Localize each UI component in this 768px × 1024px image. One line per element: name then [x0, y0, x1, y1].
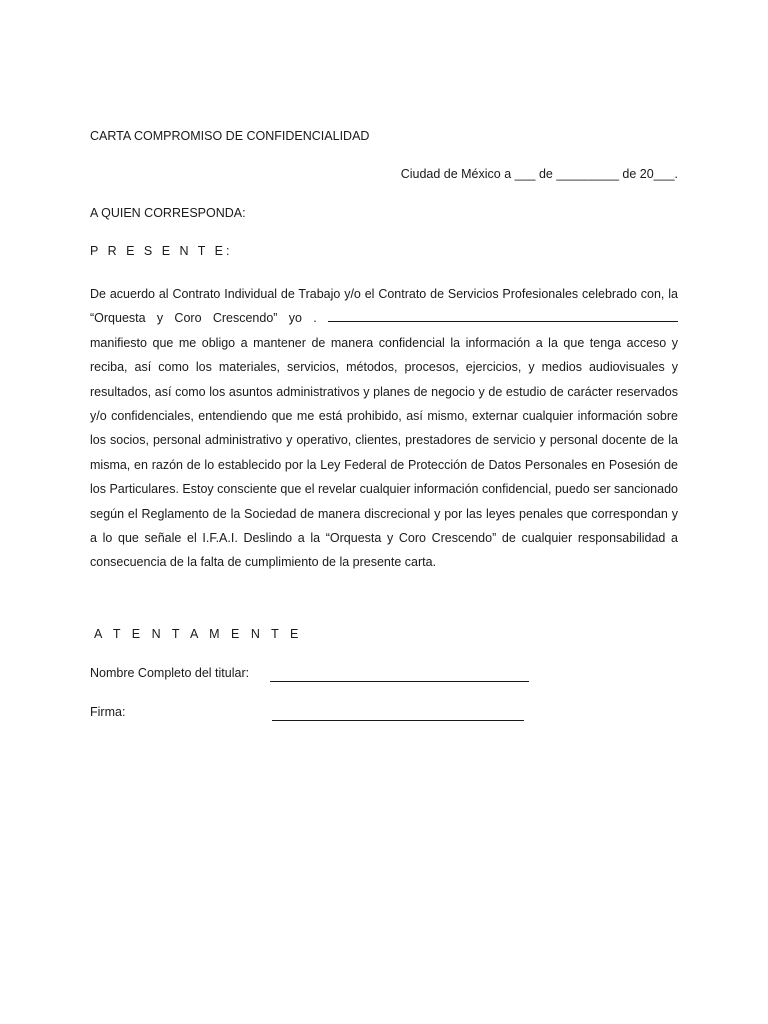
body-text-part1: De acuerdo al Contrato Individual de Trabajo y/o el Contrato de Servicios Profesionales celebrado con, la “Orquesta y Coro Crescendo” yo .	[90, 287, 678, 326]
letter-document	[90, 0, 678, 1024]
closing: A T E N T A M E N T E	[94, 627, 303, 641]
document-title: CARTA COMPROMISO DE CONFIDENCIALIDAD	[90, 129, 370, 143]
addressee: A QUIEN CORRESPONDA:	[90, 206, 246, 220]
signature-line	[272, 720, 524, 721]
signature-label: Firma:	[90, 705, 126, 719]
body-paragraph	[90, 282, 678, 575]
name-label: Nombre Completo del titular:	[90, 666, 250, 680]
salutation: P R E S E N T E:	[90, 244, 233, 258]
body-text-part2: manifiesto que me obligo a mantener de manera confidencial la información a la que tenga acceso y reciba, así como los materiales, servicios, métodos, procesos, ejercicios, y medios audiovisuales y resultados, así como los asuntos administrativos y planes de negocio y de estudio de carácter reservados y/o confidenciales, entendiendo que me está prohibido, así mismo, externar cualquier información sobre los socios, personal administrativo y operativo, clientes, prestadores de servicio y personal docente de la misma, en razón de lo establecido por la Ley Federal de Protección de Datos Personales en Posesión de los Particulares. Estoy consciente que el revelar cualquier información confidencial, puedo ser sancionado según el Reglamento de la Sociedad de manera discrecional y por las leyes penales que correspondan y a lo que señale el I.F.A.I. Deslindo a la “Orquesta y Coro Crescendo” de cualquier responsabilidad a consecuencia de la falta de cumplimiento de la presente carta.	[90, 335, 678, 570]
name-row	[90, 666, 249, 680]
signature-row	[90, 705, 125, 719]
name-signature-line	[270, 681, 529, 682]
date-line: Ciudad de México a ___ de _________ de 20___.	[400, 167, 678, 181]
name-blank-line	[328, 309, 678, 322]
